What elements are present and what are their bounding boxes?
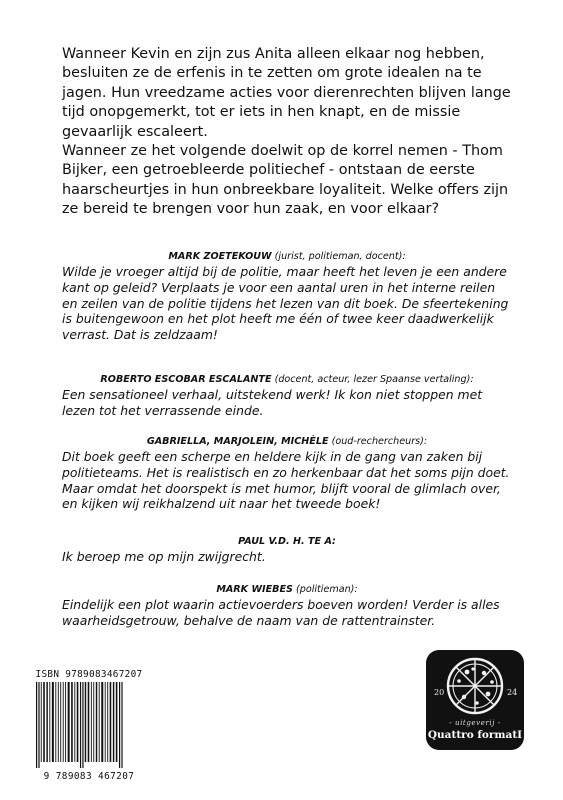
barcode-bar (110, 682, 112, 762)
barcode-bar (36, 682, 37, 768)
review-quote: Eindelijk een plot waarin actievoerders boeven worden! Verder is alles waarheidsgetrouw, behalve de naam van de rattentrainster. (62, 597, 500, 628)
barcode-bar (46, 682, 47, 762)
blurb-paragraph-2: Wanneer ze het volgende doelwit op de korrel nemen - Thom Bijker, een getroebleerde politiechef - ontstaan de eerste haarscheurtjes in hun onbreekbare loyaliteit. Welke offers zijn ze bereid te brengen voor hun zaak, en voor elkaar? (62, 143, 509, 218)
barcode-bar (65, 682, 66, 762)
publisher-logo (426, 650, 524, 750)
reviewer-credit (62, 435, 512, 448)
barcode-bar (80, 682, 81, 768)
isbn-label: ISBN 9789083467207 (35, 669, 143, 680)
barcode-bar (41, 682, 42, 762)
blurb-paragraph-1: Wanneer Kevin en zijn zus Anita alleen elkaar nog hebben, besluiten ze de erfenis in te zetten om grote idealen na te jagen. Hun vreedzame acties voor dierenrechten blijven lange tijd onopgemerkt, tot er iets in hen knapt, en de missie gevaarlijk escaleert. (62, 46, 511, 140)
barcode-bar (107, 682, 108, 762)
barcode-bar (96, 682, 97, 762)
reviewer-credit (62, 535, 512, 548)
barcode-bar (77, 682, 79, 762)
barcode-bar (58, 682, 59, 762)
review-3 (62, 435, 512, 512)
logo-year-right: 24 (507, 688, 518, 697)
barcode-bar (43, 682, 45, 762)
pizza-icon (426, 650, 524, 720)
reviewer-name: ROBERTO ESCOBAR ESCALANTE (100, 374, 272, 385)
back-cover-blurb (62, 45, 512, 220)
review-quote: Wilde je vroeger altijd bij de politie, maar heeft het leven je een andere kant op geleid? Verplaats je voor een aantal uren in het interne reilen en zeilen van de politie tijdens het lezen van dit boek. De sfeertekening is buitengewoon en het plot heeft me één of twee keer daadwerkelijk verrast. Dat is zeldzaam! (62, 264, 509, 343)
reviewer-credit (62, 583, 512, 596)
barcode-bar (68, 682, 70, 762)
barcode-bar (113, 682, 114, 762)
reviewer-credit (62, 373, 512, 386)
reviewer-role: (docent, acteur, lezer Spaanse vertaling): (271, 374, 474, 385)
reviewer-role: (jurist, politieman, docent): (271, 251, 406, 262)
barcode-bar (52, 682, 54, 762)
reviewer-role: (oud-rechercheurs): (328, 436, 428, 447)
barcode-bar (49, 682, 50, 762)
logo-subtitle: - uitgeverij - (449, 719, 501, 727)
publisher-name: Quattro formatI (427, 729, 523, 741)
barcode-bar (99, 682, 100, 762)
barcode-bar (74, 682, 75, 762)
barcode-bar (82, 682, 83, 768)
barcode-bar (63, 682, 64, 762)
reviewer-credit (62, 250, 512, 263)
barcode-bar (55, 682, 56, 762)
barcode-bar (88, 682, 90, 762)
reviewer-name: PAUL V.D. H. TE A: (238, 536, 336, 547)
isbn-digits: 9 789083 467207 (43, 771, 135, 782)
review-quote: Een sensationeel verhaal, uitstekend werk! Ik kon niet stoppen met lezen tot het verrassende einde. (62, 387, 483, 418)
review-5 (62, 583, 512, 629)
barcode-bar (60, 682, 61, 762)
review-1 (62, 250, 512, 343)
barcode-bar (71, 682, 73, 762)
barcode-bar (85, 682, 86, 762)
reviewer-name: MARK ZOETEKOUW (168, 251, 272, 262)
barcode-bar (116, 682, 118, 762)
reviewer-name: MARK WIEBES (216, 584, 293, 595)
review-quote: Dit boek geeft een scherpe en heldere kijk in de gang van zaken bij politieteams. Het is realistisch en zo herkenbaar dat het soms pijn doet. Maar omdat het doorspekt is met humor, blijft vooral de glimlach over, en kijken wij reikhalzend uit naar het tweede boek! (62, 449, 510, 512)
isbn-barcode (30, 668, 148, 784)
reviewer-role: (politieman): (292, 584, 358, 595)
barcode-bar (38, 682, 39, 768)
barcode-bar (119, 682, 120, 768)
barcode-bar (93, 682, 94, 762)
logo-year-left: 20 (434, 688, 445, 697)
review-4 (62, 535, 512, 565)
review-2 (62, 373, 512, 419)
barcode-bar (101, 682, 103, 762)
barcode-bars (36, 682, 123, 768)
review-quote: Ik beroep me op mijn zwijgrecht. (62, 549, 266, 564)
reviewer-name: GABRIELLA, MARJOLEIN, MICHÈLE (146, 436, 329, 447)
barcode-bar (91, 682, 92, 762)
barcode-bar (105, 682, 106, 762)
barcode-bar (121, 682, 122, 768)
